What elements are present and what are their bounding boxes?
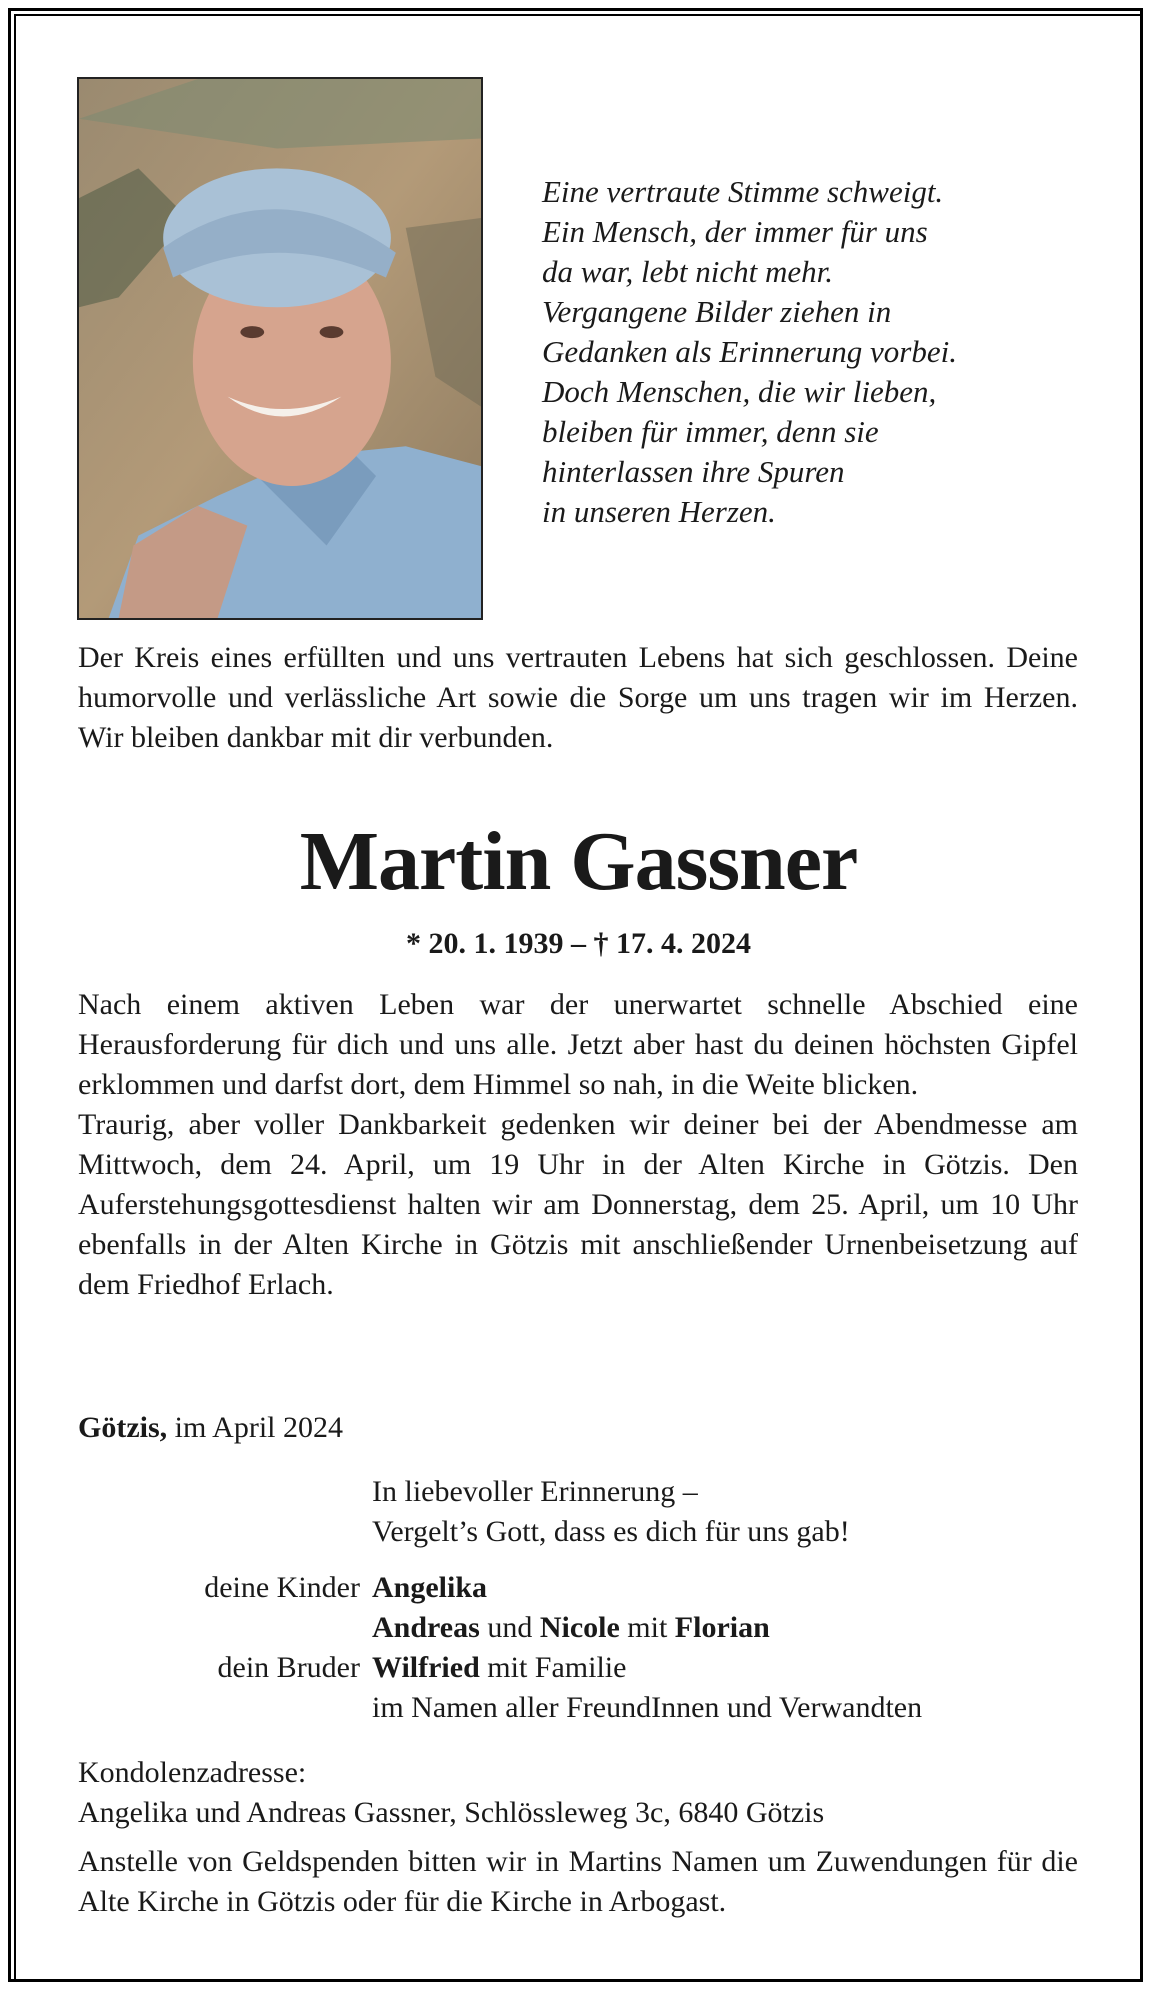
condolence-label: Kondolenzadresse: bbox=[78, 1756, 307, 1789]
poem: Eine vertraute Stimme schweigt. Ein Mensch, der immer für uns da war, lebt nicht mehr. Vergangene Bilder ziehen in Gedanken als Erinnerung vorbei. Doch Menschen, die wir lieben, bleiben für immer, denn sie hinterlassen ihre Spuren in unseren Herzen. bbox=[542, 174, 957, 529]
name-angelika: Angelika bbox=[372, 1571, 488, 1604]
ack-line-1: In liebevoller Erinnerung – bbox=[372, 1475, 698, 1508]
portrait-photo bbox=[77, 77, 483, 620]
name-nicole: Nicole bbox=[539, 1611, 620, 1644]
main-text-paragraph-1: Nach einem aktiven Leben war der unerwartet schnelle Abschied eine Herausforderung für dich und uns alle. Jetzt aber hast du deinen höchsten Gipfel erklommen und darfst dort, dem Himmel so nah, in die Weite blicken. bbox=[78, 988, 1078, 1101]
place-date bbox=[78, 1408, 343, 1448]
relation-bruder: dein Bruder bbox=[217, 1651, 360, 1684]
relation-kinder: deine Kinder bbox=[204, 1571, 360, 1604]
place-town: Götzis, bbox=[78, 1411, 168, 1444]
ack-line-2: Vergelt’s Gott, dass es dich für uns gab! bbox=[372, 1515, 850, 1548]
family-row-bruder bbox=[78, 1648, 1078, 1688]
name-wilfried: Wilfried bbox=[372, 1651, 480, 1684]
main-text-paragraph-2: Traurig, aber voller Dankbarkeit gedenken wir deiner bei der Abendmesse am Mittwoch, dem 24. April, um 19 Uhr in der Alten Kirche in Götzis. Den Auferstehungsgottesdienst halten wir am Donnerstag, dem 25. April, um 10 Uhr ebenfalls in der Alten Kirche in Götzis mit anschließender Urnenbeisetzung auf dem Friedhof Erlach. bbox=[78, 1108, 1078, 1301]
word-mit: mit bbox=[627, 1611, 668, 1644]
condolence-address bbox=[78, 1753, 1078, 1833]
word-und: und bbox=[487, 1611, 533, 1644]
name-florian: Florian bbox=[674, 1611, 770, 1644]
intro-paragraph: Der Kreis eines erfüllten und uns vertrauten Lebens hat sich geschlossen. Deine humorvolle und verlässliche Art sowie die Sorge um uns tragen wir im Herzen. Wir bleiben dankbar mit dir verbunden. bbox=[78, 641, 1078, 754]
donation-note: Anstelle von Geldspenden bitten wir in Martins Namen um Zuwendungen für die Alte Kirche in Götzis oder für die Kirche in Arbogast. bbox=[78, 1845, 1078, 1918]
family-row-andreas bbox=[78, 1608, 1078, 1648]
acknowledgement bbox=[372, 1472, 850, 1552]
mit-familie: mit Familie bbox=[487, 1651, 627, 1684]
family-list bbox=[78, 1568, 1078, 1728]
family-row-all bbox=[78, 1688, 1078, 1728]
life-dates: * 20. 1. 1939 – † 17. 4. 2024 bbox=[406, 927, 751, 960]
deceased-name: Martin Gassner bbox=[299, 815, 858, 908]
on-behalf-of-all: im Namen aller FreundInnen und Verwandten bbox=[372, 1691, 923, 1724]
condolence-address-text: Angelika und Andreas Gassner, Schlössleweg 3c, 6840 Götzis bbox=[78, 1796, 825, 1829]
name-andreas: Andreas bbox=[372, 1611, 480, 1644]
place-date-text: im April 2024 bbox=[174, 1411, 343, 1444]
main-text bbox=[78, 985, 1078, 1305]
family-row-kinder bbox=[78, 1568, 1078, 1608]
